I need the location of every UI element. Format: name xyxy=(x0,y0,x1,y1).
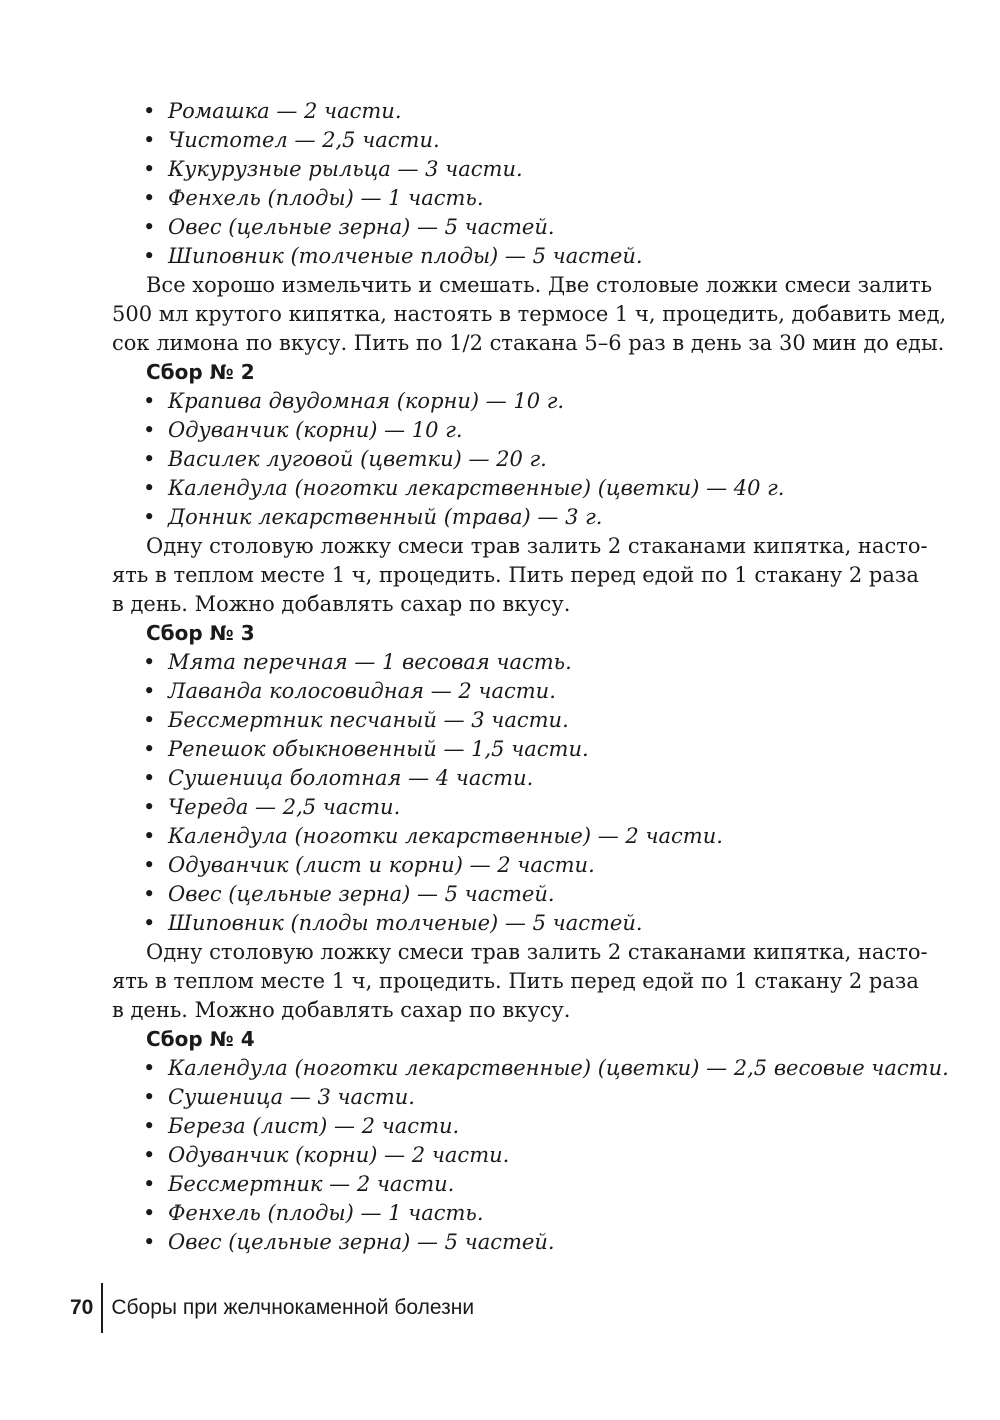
list-item xyxy=(112,909,912,938)
list-item-text: Овес (цельные зерна) — 5 частей. xyxy=(168,215,555,239)
section-heading: Сбор № 3 xyxy=(146,621,255,645)
list-item-text: Одуванчик (корни) — 10 г. xyxy=(168,418,463,442)
list-item xyxy=(112,851,912,880)
bullet-icon: • xyxy=(143,1143,156,1167)
bullet-icon: • xyxy=(143,418,156,442)
paragraph-line: 500 мл крутого кипятка, настоять в термосе 1 ч, процедить, добавить мед, xyxy=(112,302,947,326)
list-item xyxy=(112,880,912,909)
list-item xyxy=(112,242,912,271)
bullet-icon: • xyxy=(143,679,156,703)
list-item xyxy=(112,735,912,764)
list-item xyxy=(112,474,912,503)
list-item-text: Овес (цельные зерна) — 5 частей. xyxy=(168,882,555,906)
page-number: 70 xyxy=(70,1296,94,1319)
list-item xyxy=(112,793,912,822)
list-item-text: Василек луговой (цветки) — 20 г. xyxy=(168,447,547,471)
list-item-text: Календула (ноготки лекарственные) — 2 части. xyxy=(168,824,723,848)
list-item-text: Одуванчик (корни) — 2 части. xyxy=(168,1143,510,1167)
list-item-text: Фенхель (плоды) — 1 часть. xyxy=(168,186,484,210)
list-item-text: Календула (ноготки лекарственные) (цветки) — 2,5 весовые части. xyxy=(168,1056,949,1080)
list-item xyxy=(112,503,912,532)
bullet-icon: • xyxy=(143,911,156,935)
bullet-icon: • xyxy=(143,1172,156,1196)
section-heading: Сбор № 2 xyxy=(146,360,255,384)
list-item-text: Шиповник (толченые плоды) — 5 частей. xyxy=(168,244,643,268)
list-item-text: Одуванчик (лист и корни) — 2 части. xyxy=(168,853,595,877)
list-item-text: Чистотел — 2,5 части. xyxy=(168,128,440,152)
bullet-icon: • xyxy=(143,476,156,500)
list-item-text: Кукурузные рыльца — 3 части. xyxy=(168,157,523,181)
bullet-icon: • xyxy=(143,186,156,210)
list-item-text: Бессмертник — 2 части. xyxy=(168,1172,455,1196)
paragraph-line: Одну столовую ложку смеси трав залить 2 стаканами кипятка, насто- xyxy=(146,940,928,964)
list-item xyxy=(112,1083,912,1112)
list-item-text: Череда — 2,5 части. xyxy=(168,795,401,819)
bullet-icon: • xyxy=(143,824,156,848)
list-item xyxy=(112,1141,912,1170)
paragraph-line: в день. Можно добавлять сахар по вкусу. xyxy=(112,998,571,1022)
list-item-text: Репешок обыкновенный — 1,5 части. xyxy=(168,737,589,761)
list-item xyxy=(112,445,912,474)
bullet-icon: • xyxy=(143,157,156,181)
list-item-text: Крапива двудомная (корни) — 10 г. xyxy=(168,389,565,413)
section-heading: Сбор № 4 xyxy=(146,1027,255,1051)
list-item xyxy=(112,764,912,793)
page-body xyxy=(112,97,949,1257)
list-item xyxy=(112,677,912,706)
list-item-text: Календула (ноготки лекарственные) (цветки) — 40 г. xyxy=(168,476,785,500)
bullet-icon: • xyxy=(143,1114,156,1138)
list-item-text: Лаванда колосовидная — 2 части. xyxy=(168,679,556,703)
list-item-text: Ромашка — 2 части. xyxy=(168,99,402,123)
list-item-text: Донник лекарственный (трава) — 3 г. xyxy=(168,505,603,529)
page-footer xyxy=(70,1283,474,1333)
list-item xyxy=(112,1170,912,1199)
paragraph-line: ять в теплом месте 1 ч, процедить. Пить перед едой по 1 стакану 2 раза xyxy=(112,969,919,993)
list-item xyxy=(112,387,912,416)
bullet-icon: • xyxy=(143,447,156,471)
bullet-icon: • xyxy=(143,505,156,529)
list-item-text: Мята перечная — 1 весовая часть. xyxy=(168,650,572,674)
list-item-text: Бессмертник песчаный — 3 части. xyxy=(168,708,569,732)
list-item-text: Береза (лист) — 2 части. xyxy=(168,1114,460,1138)
bullet-icon: • xyxy=(143,1056,156,1080)
bullet-icon: • xyxy=(143,882,156,906)
list-item xyxy=(112,1054,949,1083)
list-item-text: Фенхель (плоды) — 1 часть. xyxy=(168,1201,484,1225)
list-item xyxy=(112,416,912,445)
paragraph-line: Одну столовую ложку смеси трав залить 2 стаканами кипятка, насто- xyxy=(146,534,928,558)
list-item xyxy=(112,97,912,126)
bullet-icon: • xyxy=(143,766,156,790)
bullet-icon: • xyxy=(143,389,156,413)
bullet-icon: • xyxy=(143,128,156,152)
list-item xyxy=(112,1199,912,1228)
list-item xyxy=(112,822,912,851)
list-item xyxy=(112,155,912,184)
list-item xyxy=(112,184,912,213)
paragraph-line: в день. Можно добавлять сахар по вкусу. xyxy=(112,592,571,616)
list-item-text: Овес (цельные зерна) — 5 частей. xyxy=(168,1230,555,1254)
paragraph-line: ять в теплом месте 1 ч, процедить. Пить перед едой по 1 стакану 2 раза xyxy=(112,563,919,587)
bullet-icon: • xyxy=(143,99,156,123)
paragraph-line: Все хорошо измельчить и смешать. Две столовые ложки смеси залить xyxy=(146,273,933,297)
list-item xyxy=(112,1228,912,1257)
bullet-icon: • xyxy=(143,215,156,239)
list-item-text: Сушеница — 3 части. xyxy=(168,1085,415,1109)
running-title: Сборы при желчнокаменной болезни xyxy=(111,1296,475,1319)
paragraph-line: сок лимона по вкусу. Пить по 1/2 стакана 5–6 раз в день за 30 мин до еды. xyxy=(112,331,945,355)
bullet-icon: • xyxy=(143,795,156,819)
bullet-icon: • xyxy=(143,1085,156,1109)
list-item xyxy=(112,648,912,677)
bullet-icon: • xyxy=(143,708,156,732)
list-item-text: Сушеница болотная — 4 части. xyxy=(168,766,534,790)
footer-divider xyxy=(101,1283,103,1333)
list-item-text: Шиповник (плоды толченые) — 5 частей. xyxy=(168,911,643,935)
list-item xyxy=(112,706,912,735)
bullet-icon: • xyxy=(143,737,156,761)
list-item xyxy=(112,213,912,242)
list-item xyxy=(112,1112,912,1141)
bullet-icon: • xyxy=(143,1201,156,1225)
bullet-icon: • xyxy=(143,650,156,674)
list-item xyxy=(112,126,912,155)
bullet-icon: • xyxy=(143,1230,156,1254)
bullet-icon: • xyxy=(143,244,156,268)
bullet-icon: • xyxy=(143,853,156,877)
